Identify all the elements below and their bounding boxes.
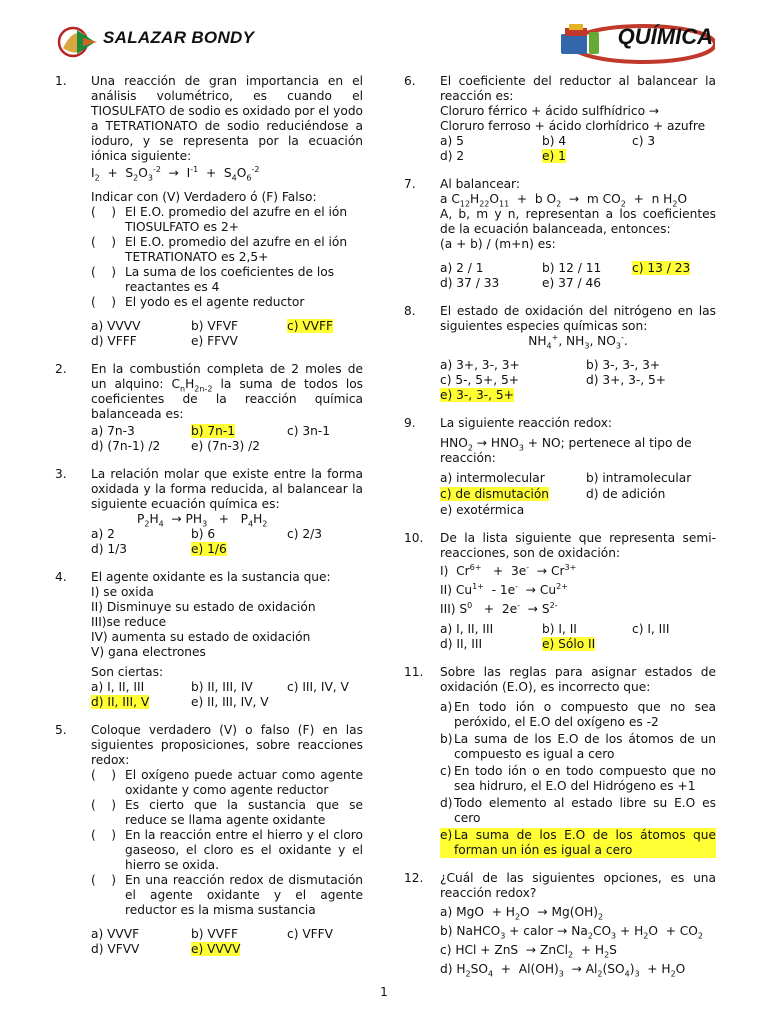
option-c: c) 2/3 xyxy=(287,527,322,541)
option-b: b) VFVF xyxy=(191,319,239,333)
question-instruction: Son ciertas: xyxy=(91,665,164,679)
option-b: b) intramolecular xyxy=(586,471,692,485)
question-5 xyxy=(55,723,363,957)
option-e-answer: e) 3-, 3-, 5+ xyxy=(440,388,514,402)
question-number: 5. xyxy=(55,723,67,737)
question-1 xyxy=(55,74,363,349)
question-stem: Sobre las reglas para asignar estados de oxidación (E.O), es incorrecto que: xyxy=(440,665,716,694)
statement-item: I) se oxida xyxy=(91,585,154,599)
option-c: c) III, IV, V xyxy=(287,680,349,694)
option-c: c) I, III xyxy=(632,622,670,636)
option-e: e) 37 / 46 xyxy=(542,276,601,290)
question-12 xyxy=(404,871,716,977)
vf-item: ( ) El E.O. promedio del azufre en el ión TETRATIONATO es 2,5+ xyxy=(91,235,348,264)
option-e: e) exotérmica xyxy=(440,503,525,517)
species-list: $NH_4^+$, $NH_3$, $NO_3^-$. xyxy=(528,332,628,351)
vf-item: ( ) En una reacción redox de dismutación el agente oxidante y el agente reductor es la misma sustancia xyxy=(91,873,363,917)
statement-d: d) Todo elemento al estado libre su E.O es cero xyxy=(440,796,716,825)
option-c-answer: c) VVFF xyxy=(287,319,334,333)
option-d: d) VFFF xyxy=(91,334,137,348)
vf-item: ( ) En la reacción entre el hierro y el cloro gaseoso, el cloro es el oxidante y el hierro se oxida. xyxy=(91,828,363,872)
option-e-answer: e) VVVV xyxy=(191,942,241,956)
question-10 xyxy=(404,531,716,652)
brand-title: SALAZAR BONDY xyxy=(103,28,255,47)
page-number: 1 xyxy=(380,985,388,999)
statement-e-answer: e) La suma de los E.O de los átomos que forman un ión es igual a cero xyxy=(440,828,716,857)
option-e: e) II, III, IV, V xyxy=(191,695,269,709)
vf-item: ( ) El E.O. promedio del azufre en el ión TIOSULFATO es 2+ xyxy=(91,205,348,234)
question-2 xyxy=(55,362,363,454)
question-description: A, b, m y n, representan a los coeficientes de la ecuación balanceada, entonces: xyxy=(440,207,716,236)
vf-item: ( ) Es cierto que la sustancia que se reduce se llama agente oxidante xyxy=(91,798,363,827)
right-column xyxy=(404,74,716,990)
option-a: a) 3+, 3-, 3+ xyxy=(440,358,520,372)
question-expression: (a + b) / (m+n) es: xyxy=(440,237,556,251)
question-number: 7. xyxy=(404,177,416,191)
chemical-equation: a $C_{12}H_{22}O_{11} + b$ $O_2 \to m$ $CO_2 + n$ $H_2O$ xyxy=(440,192,688,209)
question-3 xyxy=(55,467,363,557)
question-stem: La relación molar que existe entre la forma oxidada y la forma reducida, al balancear la siguiente ecuación química es: xyxy=(91,467,363,511)
answer-options xyxy=(440,622,716,652)
half-reaction-3: III) $S^0 + 2e^- \to S^{2-}$ xyxy=(440,600,558,616)
option-a: a) 2 xyxy=(91,527,115,541)
left-column xyxy=(55,74,363,970)
option-e: e) (7n-3) /2 xyxy=(191,439,261,453)
option-b: b) I, II xyxy=(542,622,577,636)
option-c-answer: c) de dismutación xyxy=(440,487,550,501)
question-8 xyxy=(404,304,716,403)
option-a: a) 5 xyxy=(440,134,464,148)
option-a: a) 2 / 1 xyxy=(440,261,484,275)
option-c: c) 3n-1 xyxy=(287,424,330,438)
statement-item: IV) aumenta su estado de oxidación xyxy=(91,630,311,644)
option-a: a) intermolecular xyxy=(440,471,545,485)
question-stem: El estado de oxidación del nitrógeno en las siguientes especies químicas son: xyxy=(440,304,716,333)
option-a: a) VVVV xyxy=(91,319,141,333)
vf-item: ( ) El oxígeno puede actuar como agente oxidante y como agente reductor xyxy=(91,768,363,797)
option-e-answer: e) Sólo II xyxy=(542,637,596,651)
answer-options xyxy=(91,424,363,454)
statement-c: c) En todo ión o en todo compuesto que no sea hidruro, el E.O del Hidrógeno es +1 xyxy=(440,764,716,793)
reaction-line: $HNO_2 \to HNO_3$ + NO; pertenece al tipo de reacción: xyxy=(440,436,692,465)
option-a: a) VVVF xyxy=(91,927,140,941)
statement-a: a) En todo ión o compuesto que no sea peróxido, el E.O del oxígeno es -2 xyxy=(440,700,716,729)
option-c: c) HCl + ZnS → ZnCl$_2$ + $H_2S$ xyxy=(440,943,617,960)
option-e-answer: e) 1/6 xyxy=(191,542,227,556)
option-b: b) 3-, 3-, 3+ xyxy=(586,358,661,372)
answer-options xyxy=(440,358,716,403)
option-d: d) II, III xyxy=(440,637,483,651)
question-stem: El coeficiente del reductor al balancear la reacción es: xyxy=(440,74,716,103)
option-c-answer: c) 13 / 23 xyxy=(632,261,691,275)
question-stem: Una reacción de gran importancia en el análisis volumétrico, es cuando el TIOSULFATO de sodio es oxidado por el yodo a TETRATIONATO de sodio reduciéndose a ioduro, y se representa por la ecuación iónica siguiente: xyxy=(91,74,364,163)
option-c: c) 5-, 5+, 5+ xyxy=(440,373,519,387)
option-d: d) VFVV xyxy=(91,942,140,956)
option-b: b) 12 / 11 xyxy=(542,261,602,275)
statement-item: II) Disminuye su estado de oxidación xyxy=(91,600,316,614)
option-d-answer: d) II, III, V xyxy=(91,695,150,709)
option-d: d) 1/3 xyxy=(91,542,127,556)
option-e: e) FFVV xyxy=(191,334,238,348)
answer-options xyxy=(440,134,716,164)
option-b: b) NaHCO$_3$ + calor → $Na_2CO_3 + H_2O + CO_2$ xyxy=(440,924,703,941)
question-stem: ¿Cuál de las siguientes opciones, es una reacción redox? xyxy=(440,871,716,900)
question-4 xyxy=(55,570,363,710)
reaction-line: Cloruro férrico + ácido sulfhídrico → xyxy=(440,104,660,118)
question-number: 6. xyxy=(404,74,416,88)
question-number: 8. xyxy=(404,304,416,318)
option-d: d) (7n-1) /2 xyxy=(91,439,161,453)
statement-item: III)se reduce xyxy=(91,615,167,629)
option-a: a) MgO + $H_2O \to Mg(OH)_2$ xyxy=(440,905,604,922)
question-11 xyxy=(404,665,716,858)
option-d: d) 2 xyxy=(440,149,465,163)
question-number: 4. xyxy=(55,570,67,584)
question-number: 1. xyxy=(55,74,67,88)
ionic-equation: $I_2 + S_2O_3^{-2} \to I^{-1} + S_4O_6^{-2}$ xyxy=(91,164,260,183)
option-c: c) VFFV xyxy=(287,927,334,941)
question-6 xyxy=(404,74,716,164)
question-7 xyxy=(404,177,716,291)
option-d: d) $H_2SO_4 + Al(OH)_3 \to Al_2(SO_4)_3 + H_2O$ xyxy=(440,962,686,979)
half-reaction-1: I) $Cr^{6+} + 3e^- \to Cr^{3+}$ xyxy=(440,562,577,578)
option-b: b) VVFF xyxy=(191,927,239,941)
answer-options xyxy=(91,680,363,710)
school-logo-icon xyxy=(55,24,100,60)
option-b-answer: b) 7n-1 xyxy=(191,424,235,438)
question-number: 10. xyxy=(404,531,424,545)
answer-options xyxy=(91,527,363,557)
question-stem: En la combustión completa de 2 moles de un alquino: $C_nH_{2n-2}$ la suma de todos los coeficientes de la reacción química balanceada es: xyxy=(91,362,364,421)
question-stem: La siguiente reacción redox: xyxy=(440,416,613,430)
option-a: a) 7n-3 xyxy=(91,424,135,438)
option-b: b) 6 xyxy=(191,527,216,541)
statement-item: V) gana electrones xyxy=(91,645,206,659)
option-d: d) 37 / 33 xyxy=(440,276,500,290)
question-number: 11. xyxy=(404,665,424,679)
answer-options xyxy=(440,471,716,518)
option-d: d) 3+, 3-, 5+ xyxy=(586,373,666,387)
answer-options xyxy=(91,319,363,349)
question-stem: Coloque verdadero (V) o falso (F) en las siguientes proposiciones, sobre reacciones redox: xyxy=(91,723,363,767)
answer-options xyxy=(440,261,716,291)
question-stem: De la lista siguiente que representa semi-reacciones, son de oxidación: xyxy=(440,531,716,560)
statement-b: b) La suma de los E.O de los átomos de un compuesto es igual a cero xyxy=(440,732,716,761)
option-b: b) 4 xyxy=(542,134,567,148)
quimica-logo-text: QUÍMICA xyxy=(617,24,713,49)
option-c: c) 3 xyxy=(632,134,656,148)
question-number: 12. xyxy=(404,871,424,885)
vf-item: ( ) La suma de los coeficientes de los reactantes es 4 xyxy=(91,265,335,294)
question-number: 2. xyxy=(55,362,67,376)
option-b: b) II, III, IV xyxy=(191,680,253,694)
question-number: 9. xyxy=(404,416,416,430)
question-instruction: Indicar con (V) Verdadero ó (F) Falso: xyxy=(91,190,317,204)
answer-options xyxy=(91,927,363,957)
page-header xyxy=(55,22,715,64)
reaction-line: Cloruro ferroso + ácido clorhídrico + azufre xyxy=(440,119,706,133)
option-d: d) de adición xyxy=(586,487,666,501)
option-a: a) I, II, III xyxy=(91,680,145,694)
option-e-answer: e) 1 xyxy=(542,149,566,163)
question-number: 3. xyxy=(55,467,67,481)
question-stem: El agente oxidante es la sustancia que: xyxy=(91,570,331,584)
question-stem: Al balancear: xyxy=(440,177,520,191)
question-9 xyxy=(404,416,716,518)
vf-item: ( ) El yodo es el agente reductor xyxy=(91,295,305,309)
half-reaction-2: II) $Cu^{1+} - 1e^- \to Cu^{2+}$ xyxy=(440,581,568,597)
chemical-equation: $P_2H_4 \to PH_3 + P_4H_2$ xyxy=(137,512,268,529)
option-a: a) I, II, III xyxy=(440,622,494,636)
